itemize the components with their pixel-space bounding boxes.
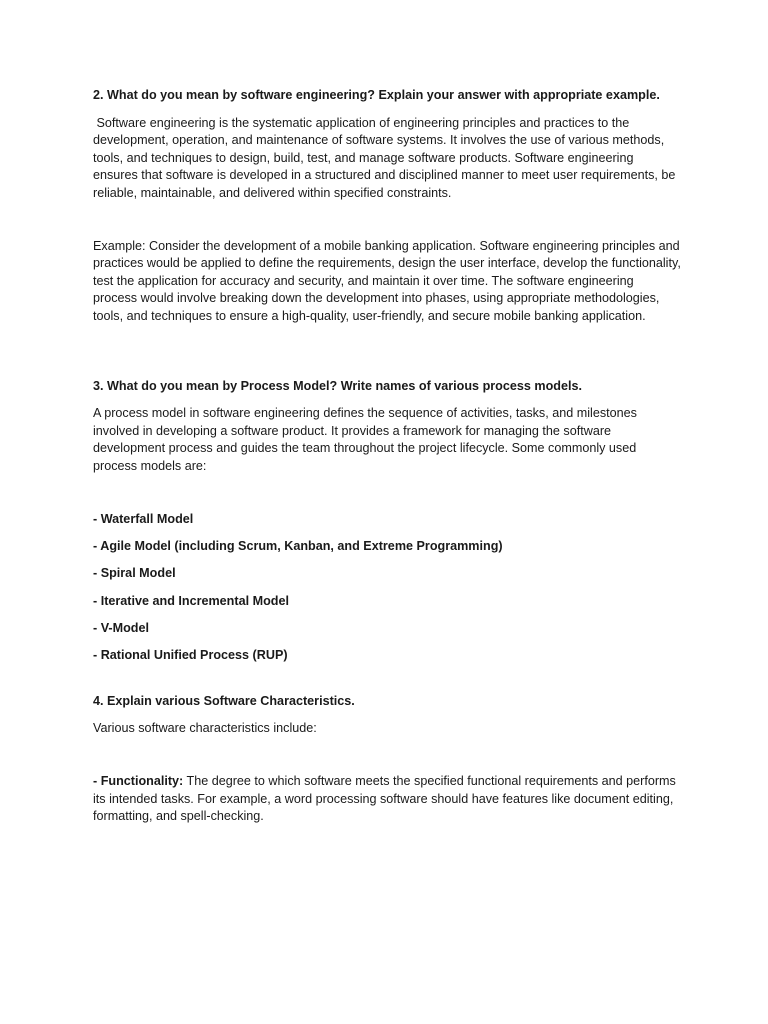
question-3-answer-paragraph: A process model in software engineering defines the sequence of activities, tasks, and milestones involved in developing a software product. It provides a framework for managing the software development process and guides the team throughout the project lifecycle. Some commonly used process models are: xyxy=(93,406,637,473)
spacer xyxy=(93,476,681,511)
functionality-text: The degree to which software meets the specified functional requirements and performs its intended tasks. For example, a word processing software should have features like document editing, formatting, and spell-checking. xyxy=(93,774,680,824)
spacer xyxy=(93,203,681,238)
spacer xyxy=(93,738,681,773)
list-item: - Spiral Model xyxy=(93,566,176,581)
list-item: - Rational Unified Process (RUP) xyxy=(93,648,288,663)
question-4-heading: 4. Explain various Software Characteristics. xyxy=(93,693,355,708)
document-page xyxy=(93,87,681,826)
list-item: - Iterative and Incremental Model xyxy=(93,593,289,608)
functionality-paragraph xyxy=(93,773,681,826)
question-3-heading: 3. What do you mean by Process Model? Write names of various process models. xyxy=(93,378,582,393)
list-item: - V-Model xyxy=(93,621,149,636)
question-2-heading: 2. What do you mean by software engineering? Explain your answer with appropriate example. xyxy=(93,88,660,102)
spacer xyxy=(93,675,681,693)
list-item: - Agile Model (including Scrum, Kanban, and Extreme Programming) xyxy=(93,538,503,553)
question-4-intro: Various software characteristics include: xyxy=(93,721,317,736)
process-model-list xyxy=(93,511,681,666)
question-2-example-paragraph: Example: Consider the development of a mobile banking application. Software engineering principles and practices would be applied to define the requirements, design the user interface, develop the functionality, test the application for accuracy and security, and maintain it over time. The software engineering process would involve breaking down the development into phases, using appropriate methodologies, tools, and techniques to ensure a high-quality, user-friendly, and secure mobile banking application. xyxy=(93,238,681,323)
list-item: - Waterfall Model xyxy=(93,511,194,526)
question-2-answer-paragraph: Software engineering is the systematic application of engineering principles and practices to the development, operation, and maintenance of software systems. It involves the use of various methods, tools, and techniques to design, build, test, and manage software products. Software engineering ensures that software is developed in a structured and disciplined manner to meet user requirements, be reliable, maintainable, and delivered within specified constraints. xyxy=(93,115,679,200)
spacer xyxy=(93,326,681,378)
functionality-label: - Functionality: xyxy=(93,774,184,789)
